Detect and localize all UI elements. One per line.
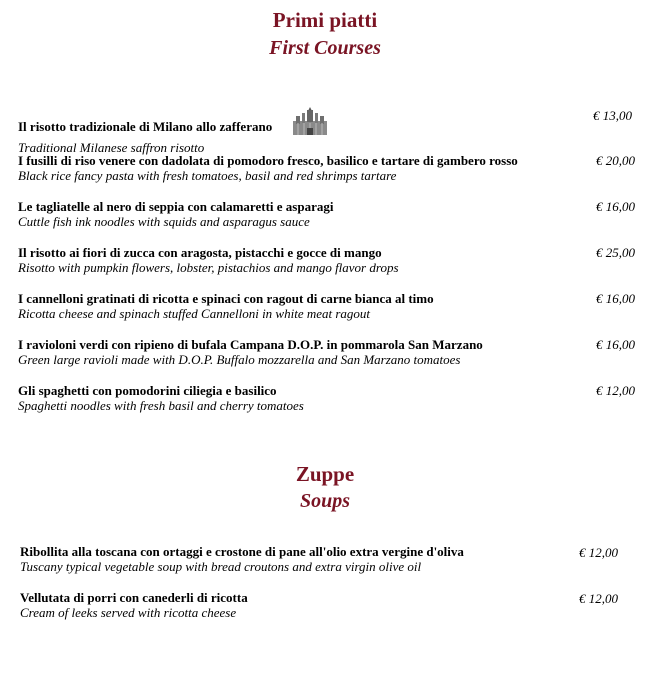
menu-item [20,590,248,620]
menu-item [18,291,434,321]
dish-price: € 13,00 [593,108,632,123]
dish-translation: Cream of leeks served with ricotta cheese [20,605,237,620]
dish-price: € 12,00 [596,383,635,398]
dish-price: € 16,00 [596,337,635,352]
section-title-primi: Primi piatti [272,8,378,32]
dish-price: € 16,00 [596,199,635,214]
dish-name: Il risotto tradizionale di Milano allo zafferano [18,119,273,134]
dish-price: € 25,00 [596,245,635,260]
dish-price: € 20,00 [596,153,635,168]
section-subtitle-first-courses: First Courses [269,37,381,59]
dish-translation: Cuttle fish ink noodles with squids and asparagus sauce [18,214,310,229]
dish-translation: Traditional Milanese saffron risotto [18,140,205,155]
section-subtitle-soups: Soups [299,490,351,512]
dish-price: € 16,00 [596,291,635,306]
dish-name: Gli spaghetti con pomodorini ciliegia e basilico [18,383,277,398]
dish-translation: Spaghetti noodles with fresh basil and cherry tomatoes [18,398,304,413]
dish-name: Vellutata di porri con canederli di ricotta [20,590,248,605]
milan-duomo-icon [290,107,330,140]
dish-name: I fusilli di riso venere con dadolata di pomodoro fresco, basilico e tartare di gambero rosso [18,153,518,168]
dish-translation: Tuscany typical vegetable soup with bread croutons and extra virgin olive oil [20,559,422,574]
dish-translation: Ricotta cheese and spinach stuffed Cannelloni in white meat ragout [18,306,371,321]
menu-item [18,107,330,155]
dish-name: Le tagliatelle al nero di seppia con calamaretti e asparagi [18,199,334,214]
section-title-zuppe: Zuppe [295,462,355,486]
dish-name: I ravioloni verdi con ripieno di bufala Campana D.O.P. in pommarola San Marzano [18,337,483,352]
dish-translation: Black rice fancy pasta with fresh tomatoes, basil and red shrimps tartare [18,168,397,183]
menu-item [18,383,304,413]
dish-name: Il risotto ai fiori di zucca con aragosta, pistacchi e gocce di mango [18,245,382,260]
menu-item [20,544,464,574]
dish-translation: Risotto with pumpkin flowers, lobster, pistachios and mango flavor drops [18,260,399,275]
dish-price: € 12,00 [579,545,618,560]
menu-item [18,245,399,275]
menu-item [18,153,518,183]
dish-price: € 12,00 [579,591,618,606]
dish-name: Ribollita alla toscana con ortaggi e crostone di pane all'olio extra vergine d'oliva [20,544,464,559]
dish-translation: Green large ravioli made with D.O.P. Buffalo mozzarella and San Marzano tomatoes [18,352,461,367]
dish-name: I cannelloni gratinati di ricotta e spinaci con ragout di carne bianca al timo [18,291,434,306]
menu-item [18,199,333,229]
menu-item [18,337,483,367]
